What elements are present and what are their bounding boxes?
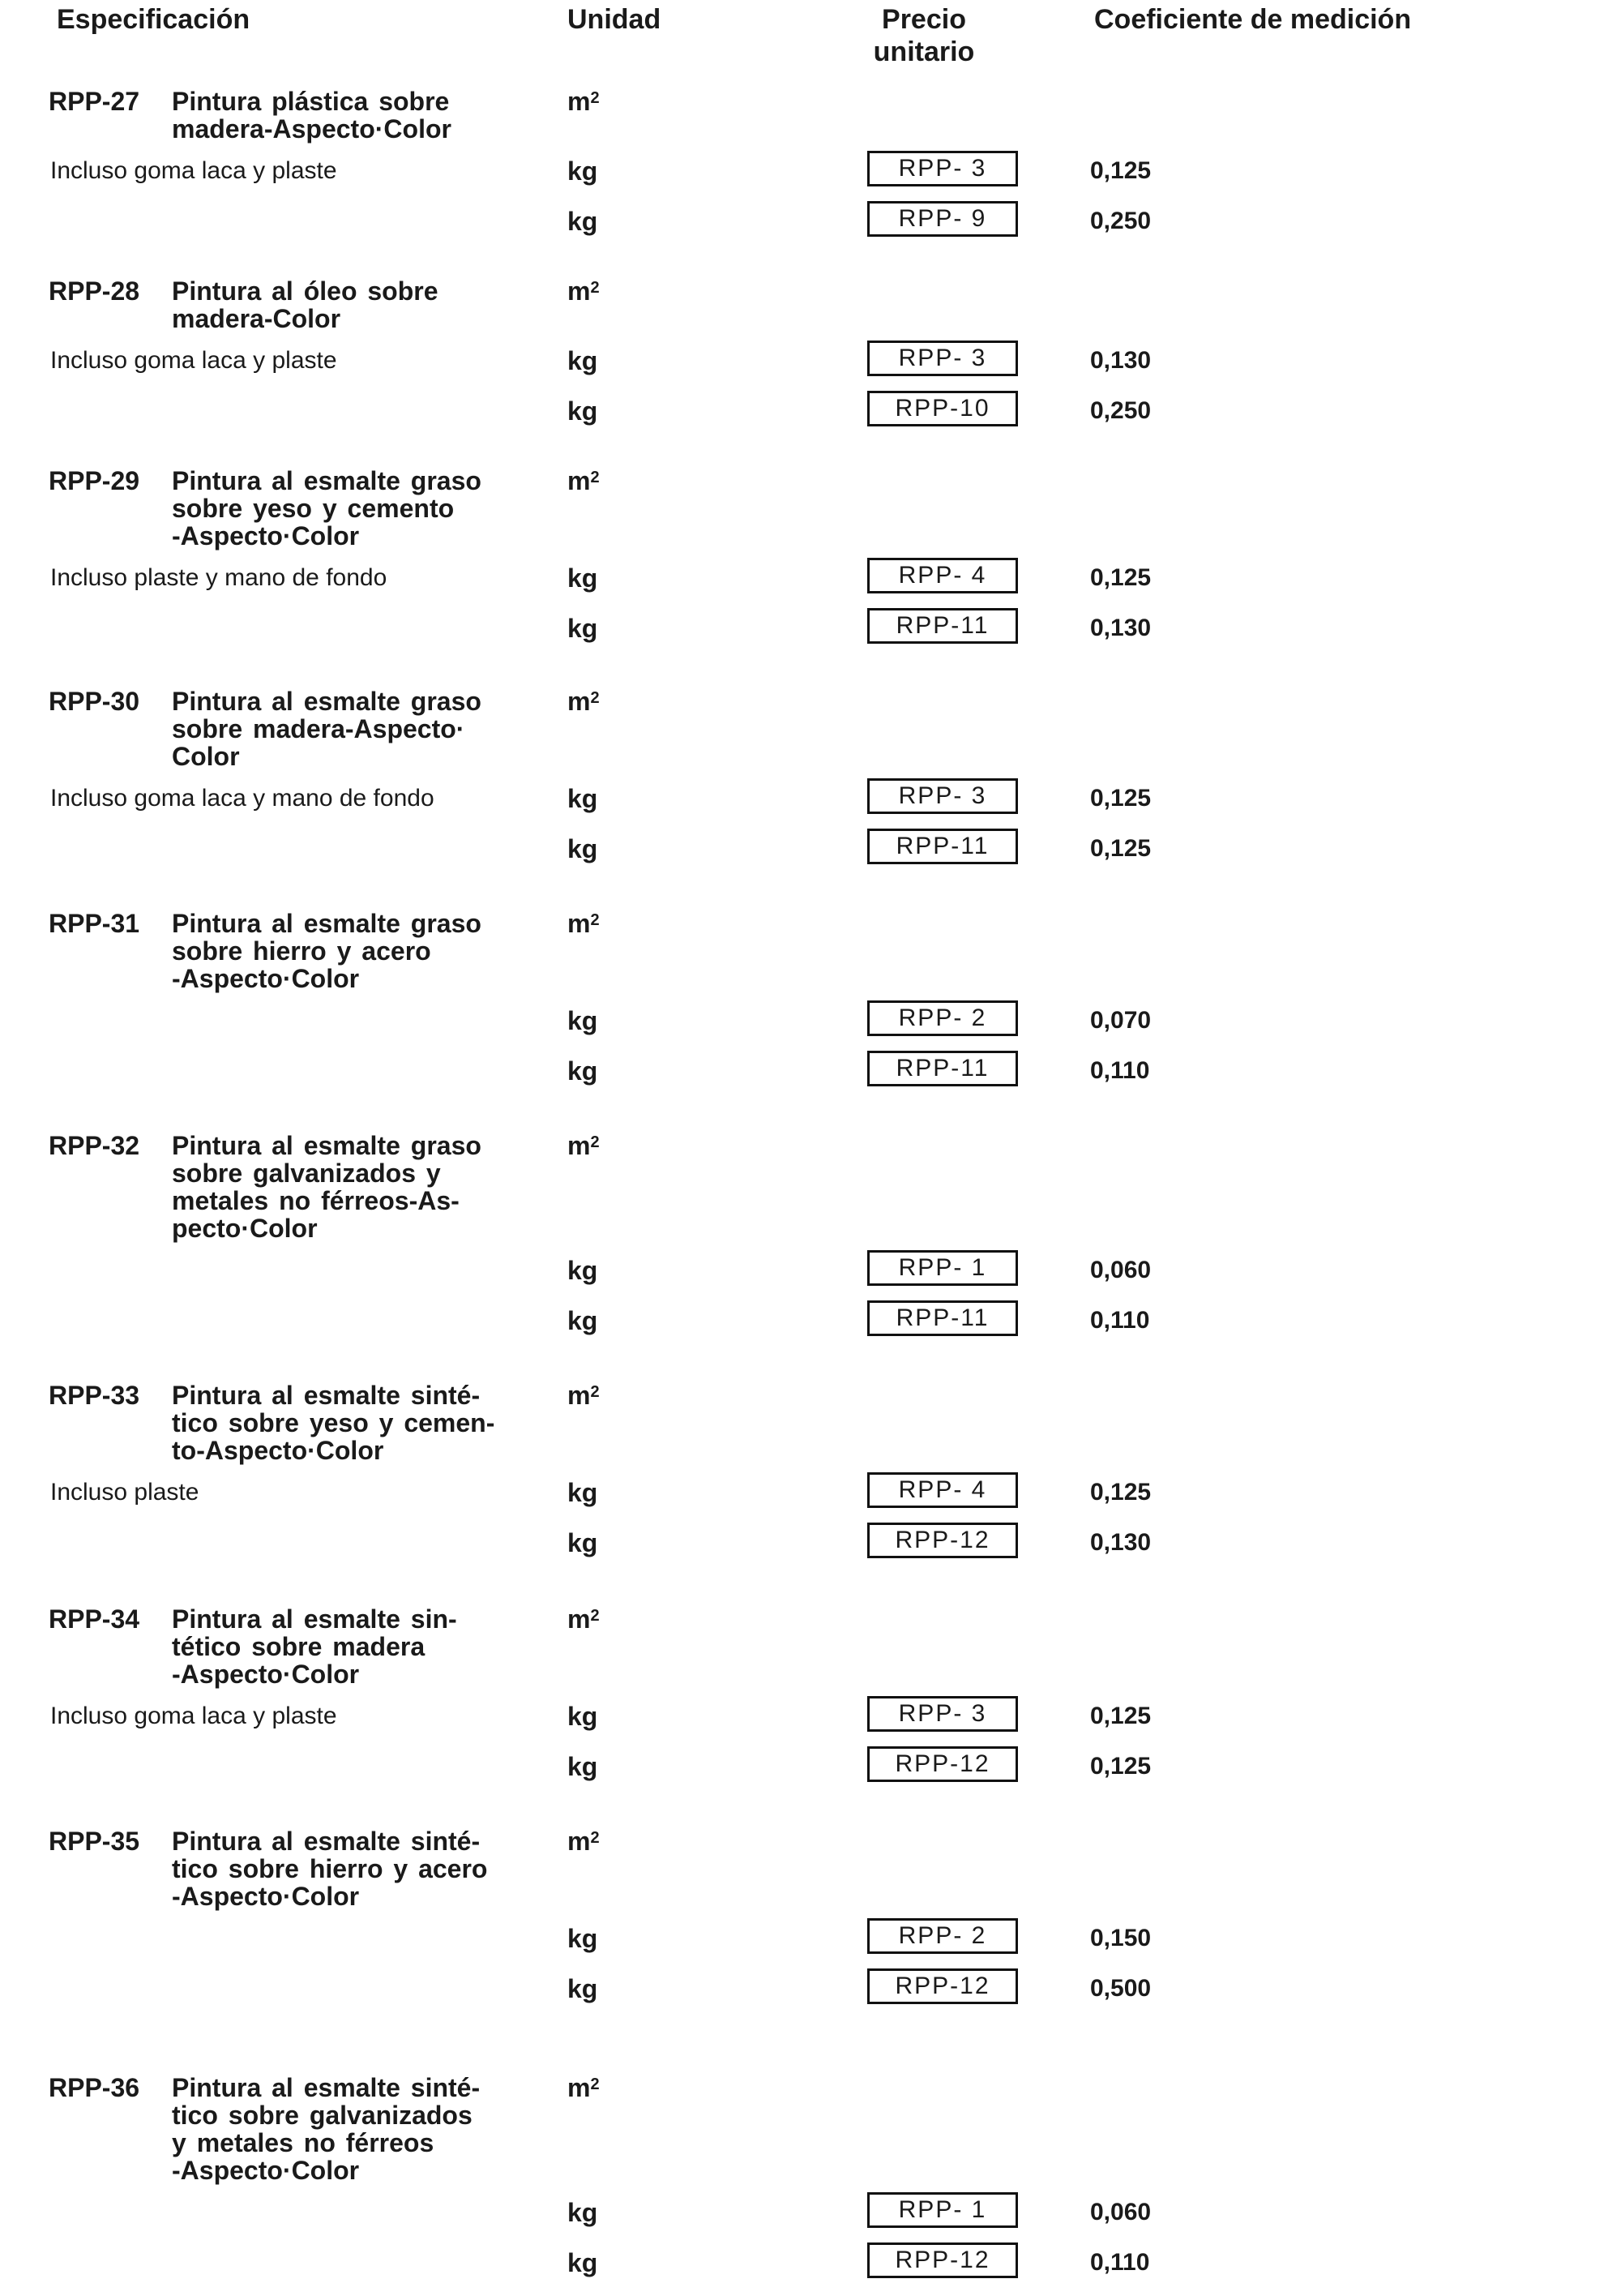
entry-code: RPP-30 bbox=[49, 687, 140, 716]
entry-code: RPP-31 bbox=[49, 909, 140, 938]
entry-code: RPP-35 bbox=[49, 1827, 140, 1856]
component-unit: kg bbox=[567, 2248, 598, 2277]
measurement-coefficient: 0,125 bbox=[1090, 564, 1152, 591]
component-row bbox=[0, 199, 1608, 243]
component-row bbox=[0, 999, 1608, 1043]
entry-title-line: y metales no férreos bbox=[172, 2128, 434, 2157]
header-specification: Especificación bbox=[57, 4, 250, 35]
component-row bbox=[0, 556, 1608, 600]
component-unit: kg bbox=[567, 834, 598, 863]
entry-unit-exponent: 2 bbox=[590, 279, 600, 297]
entry-unit bbox=[567, 688, 600, 715]
measurement-coefficient: 0,250 bbox=[1090, 208, 1152, 234]
price-reference-box: RPP- 2 bbox=[867, 1918, 1018, 1954]
entry-unit bbox=[567, 910, 600, 937]
entry-unit-base: m bbox=[567, 1827, 591, 1856]
entry-unit bbox=[567, 277, 600, 305]
component-unit: kg bbox=[567, 207, 598, 236]
entry-title-line: -Aspecto·Color bbox=[172, 521, 360, 550]
header-unit: Unidad bbox=[567, 4, 661, 35]
entry-title-line: Pintura al esmalte graso bbox=[172, 466, 481, 495]
measurement-coefficient: 0,125 bbox=[1090, 1703, 1152, 1729]
entry-title bbox=[172, 277, 512, 332]
price-reference-box: RPP- 1 bbox=[867, 1250, 1018, 1286]
entry-title-line: Pintura plástica sobre bbox=[172, 87, 450, 116]
component-row bbox=[0, 1745, 1608, 1788]
entry-title-line: sobre yeso y cemento bbox=[172, 494, 455, 523]
entry-unit bbox=[567, 88, 600, 115]
entry-title bbox=[172, 2074, 512, 2184]
entry-unit-exponent: 2 bbox=[590, 89, 600, 107]
entry-title-line: madera-Color bbox=[172, 304, 341, 333]
component-unit: kg bbox=[567, 563, 598, 593]
component-row bbox=[0, 1299, 1608, 1343]
component-unit: kg bbox=[567, 1478, 598, 1507]
component-row bbox=[0, 1967, 1608, 2011]
entry-title-line: sobre galvanizados y bbox=[172, 1159, 441, 1188]
entry-note: Incluso plaste bbox=[50, 1479, 199, 1506]
price-reference-box: RPP- 2 bbox=[867, 1000, 1018, 1036]
entry-unit-exponent: 2 bbox=[590, 689, 600, 707]
measurement-coefficient: 0,110 bbox=[1090, 1057, 1150, 1084]
component-row bbox=[0, 606, 1608, 650]
entry-title-line: pecto·Color bbox=[172, 1214, 318, 1243]
entry-title-line: -Aspecto·Color bbox=[172, 964, 360, 993]
entry-title-line: -Aspecto·Color bbox=[172, 1882, 360, 1911]
entry-unit bbox=[567, 1827, 600, 1855]
component-unit: kg bbox=[567, 1056, 598, 1086]
entry-note: Incluso goma laca y plaste bbox=[50, 347, 337, 374]
header-unit-price-line2: unitario bbox=[873, 36, 975, 67]
entry-unit-exponent: 2 bbox=[590, 2075, 600, 2093]
price-reference-box: RPP-10 bbox=[867, 391, 1018, 426]
entry-code: RPP-32 bbox=[49, 1131, 140, 1160]
entry-title bbox=[172, 88, 512, 143]
entry-title-line: Pintura al esmalte sinté- bbox=[172, 2073, 481, 2102]
price-reference-box: RPP- 4 bbox=[867, 558, 1018, 593]
entry-note: Incluso plaste y mano de fondo bbox=[50, 564, 387, 591]
component-unit: kg bbox=[567, 1256, 598, 1285]
entry-title-line: sobre madera-Aspecto· bbox=[172, 714, 465, 743]
entry-title-line: Pintura al esmalte sinté- bbox=[172, 1827, 481, 1856]
entry-note: Incluso goma laca y mano de fondo bbox=[50, 785, 434, 812]
entry-code: RPP-36 bbox=[49, 2073, 140, 2102]
measurement-coefficient: 0,500 bbox=[1090, 1975, 1152, 2002]
price-reference-box: RPP- 3 bbox=[867, 341, 1018, 376]
entry-code: RPP-28 bbox=[49, 276, 140, 306]
component-row bbox=[0, 2241, 1608, 2285]
entry-note: Incluso goma laca y plaste bbox=[50, 157, 337, 184]
price-reference-box: RPP- 1 bbox=[867, 2192, 1018, 2228]
component-unit: kg bbox=[567, 156, 598, 186]
component-unit: kg bbox=[567, 1702, 598, 1731]
entry-title-line: Pintura al esmalte graso bbox=[172, 1131, 481, 1160]
entry-title bbox=[172, 1381, 512, 1464]
component-row bbox=[0, 1694, 1608, 1738]
entry-title-line: Pintura al esmalte sinté- bbox=[172, 1381, 481, 1410]
entry-title-line: tético sobre madera bbox=[172, 1632, 426, 1661]
entry-title-line: madera-Aspecto·Color bbox=[172, 114, 451, 144]
entry-title bbox=[172, 910, 512, 992]
price-reference-box: RPP-12 bbox=[867, 2242, 1018, 2278]
entry-title bbox=[172, 1132, 512, 1242]
component-unit: kg bbox=[567, 396, 598, 426]
entry-unit bbox=[567, 1381, 600, 1409]
price-reference-box: RPP- 4 bbox=[867, 1472, 1018, 1508]
entry-code: RPP-27 bbox=[49, 87, 140, 116]
measurement-coefficient: 0,125 bbox=[1090, 1479, 1152, 1506]
entry-unit-base: m bbox=[567, 276, 591, 306]
entry-title-line: -Aspecto·Color bbox=[172, 1660, 360, 1689]
entry-title-line: tico sobre yeso y cemen- bbox=[172, 1408, 495, 1437]
component-unit: kg bbox=[567, 1752, 598, 1781]
measurement-coefficient: 0,125 bbox=[1090, 157, 1152, 184]
price-reference-box: RPP- 3 bbox=[867, 1696, 1018, 1732]
entry-unit bbox=[567, 467, 600, 495]
entry-title-line: tico sobre galvanizados bbox=[172, 2101, 473, 2130]
measurement-coefficient: 0,125 bbox=[1090, 785, 1152, 812]
entry-title-line: Pintura al esmalte graso bbox=[172, 909, 481, 938]
entry-unit-base: m bbox=[567, 1131, 591, 1160]
entry-title bbox=[172, 467, 512, 550]
price-reference-box: RPP-12 bbox=[867, 1746, 1018, 1782]
measurement-coefficient: 0,070 bbox=[1090, 1007, 1152, 1034]
price-reference-box: RPP- 3 bbox=[867, 778, 1018, 814]
entry-unit-base: m bbox=[567, 466, 591, 495]
entry-title-line: Pintura al óleo sobre bbox=[172, 276, 438, 306]
entry-unit bbox=[567, 1605, 600, 1633]
measurement-coefficient: 0,125 bbox=[1090, 1753, 1152, 1780]
entry-title-line: to-Aspecto·Color bbox=[172, 1436, 384, 1465]
component-row bbox=[0, 1049, 1608, 1093]
component-unit: kg bbox=[567, 1006, 598, 1035]
measurement-coefficient: 0,060 bbox=[1090, 1257, 1152, 1283]
entry-note: Incluso goma laca y plaste bbox=[50, 1703, 337, 1729]
entry-title bbox=[172, 1605, 512, 1688]
entry-title-line: tico sobre hierro y acero bbox=[172, 1854, 488, 1883]
component-row bbox=[0, 1249, 1608, 1292]
component-unit: kg bbox=[567, 1924, 598, 1953]
entry-unit-base: m bbox=[567, 687, 591, 716]
entry-unit bbox=[567, 2074, 600, 2101]
entry-title-line: sobre hierro y acero bbox=[172, 936, 431, 966]
price-reference-box: RPP- 3 bbox=[867, 151, 1018, 186]
entry-title-line: Pintura al esmalte graso bbox=[172, 687, 481, 716]
entry-title bbox=[172, 1827, 512, 1910]
entry-title bbox=[172, 688, 512, 770]
component-row bbox=[0, 1471, 1608, 1514]
component-unit: kg bbox=[567, 614, 598, 643]
price-reference-box: RPP-11 bbox=[867, 1051, 1018, 1086]
measurement-coefficient: 0,130 bbox=[1090, 615, 1152, 641]
entry-unit-base: m bbox=[567, 87, 591, 116]
entry-title-line: Pintura al esmalte sin- bbox=[172, 1604, 457, 1634]
component-unit: kg bbox=[567, 1528, 598, 1557]
entry-unit-exponent: 2 bbox=[590, 1383, 600, 1401]
measurement-coefficient: 0,125 bbox=[1090, 835, 1152, 862]
entry-code: RPP-33 bbox=[49, 1381, 140, 1410]
measurement-coefficient: 0,250 bbox=[1090, 397, 1152, 424]
entry-title-line: Color bbox=[172, 742, 240, 771]
entry-unit bbox=[567, 1132, 600, 1159]
entry-unit-exponent: 2 bbox=[590, 469, 600, 486]
component-row bbox=[0, 1917, 1608, 1960]
component-row bbox=[0, 827, 1608, 871]
price-reference-box: RPP-12 bbox=[867, 1968, 1018, 2004]
entry-unit-exponent: 2 bbox=[590, 1133, 600, 1151]
component-row bbox=[0, 389, 1608, 433]
component-row bbox=[0, 339, 1608, 383]
component-row bbox=[0, 2191, 1608, 2234]
price-reference-box: RPP-11 bbox=[867, 829, 1018, 864]
component-row bbox=[0, 777, 1608, 820]
measurement-coefficient: 0,130 bbox=[1090, 1529, 1152, 1556]
component-unit: kg bbox=[567, 1974, 598, 2003]
price-reference-box: RPP- 9 bbox=[867, 201, 1018, 237]
component-unit: kg bbox=[567, 346, 598, 375]
measurement-coefficient: 0,150 bbox=[1090, 1925, 1152, 1951]
component-unit: kg bbox=[567, 2198, 598, 2227]
entry-title-line: -Aspecto·Color bbox=[172, 2156, 360, 2185]
measurement-coefficient: 0,130 bbox=[1090, 347, 1152, 374]
entry-code: RPP-29 bbox=[49, 466, 140, 495]
component-unit: kg bbox=[567, 1306, 598, 1335]
component-row bbox=[0, 149, 1608, 193]
header-measurement-coefficient: Coeficiente de medición bbox=[1094, 4, 1412, 35]
entry-unit-base: m bbox=[567, 909, 591, 938]
price-reference-box: RPP-11 bbox=[867, 608, 1018, 644]
measurement-coefficient: 0,110 bbox=[1090, 1307, 1150, 1334]
price-reference-box: RPP-11 bbox=[867, 1300, 1018, 1336]
component-unit: kg bbox=[567, 784, 598, 813]
measurement-coefficient: 0,110 bbox=[1090, 2249, 1150, 2276]
header-unit-price-line1: Precio bbox=[882, 4, 966, 35]
header-unit-price bbox=[843, 3, 1005, 68]
entry-unit-exponent: 2 bbox=[590, 911, 600, 929]
entry-unit-exponent: 2 bbox=[590, 1607, 600, 1625]
entry-unit-base: m bbox=[567, 1604, 591, 1634]
entry-unit-base: m bbox=[567, 2073, 591, 2102]
entry-title-line: metales no férreos-As- bbox=[172, 1186, 460, 1215]
entry-code: RPP-34 bbox=[49, 1604, 140, 1634]
measurement-coefficient: 0,060 bbox=[1090, 2199, 1152, 2225]
price-reference-box: RPP-12 bbox=[867, 1523, 1018, 1558]
entry-unit-exponent: 2 bbox=[590, 1829, 600, 1847]
entry-unit-base: m bbox=[567, 1381, 591, 1410]
component-row bbox=[0, 1521, 1608, 1565]
